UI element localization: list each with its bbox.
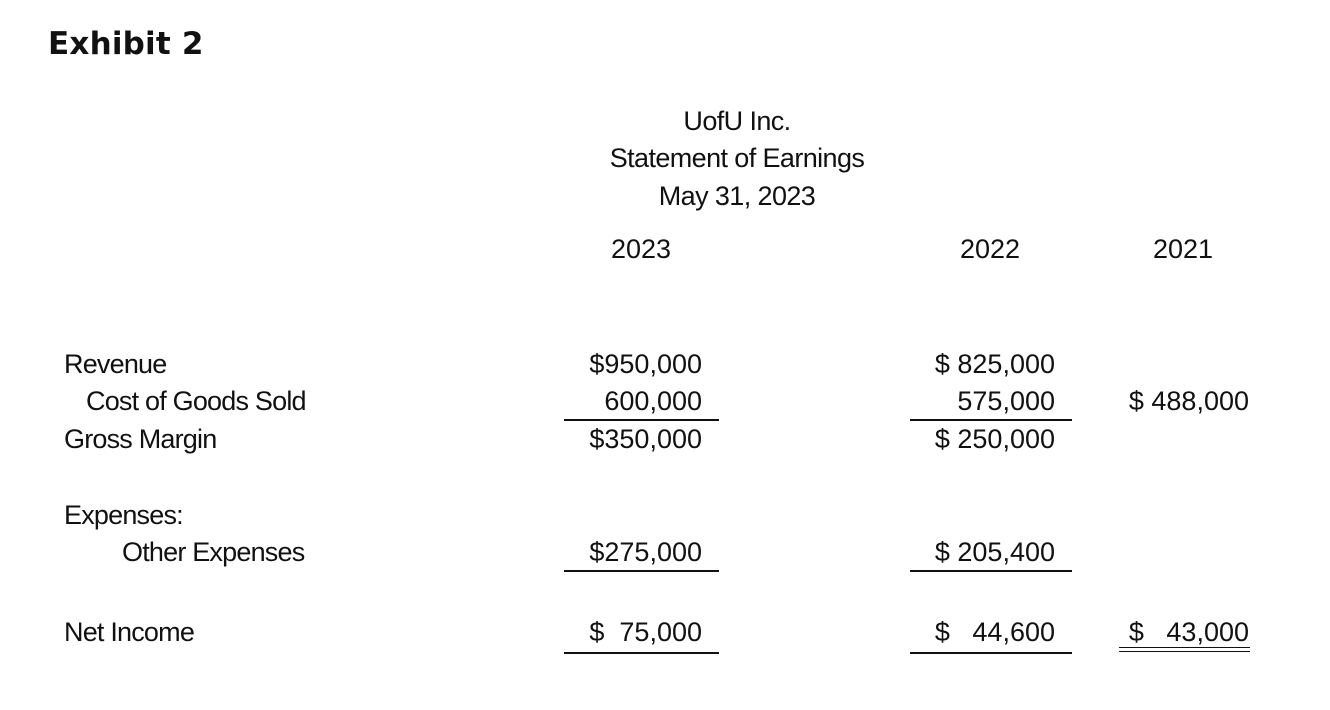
subtotal-rule-2023 bbox=[564, 419, 719, 421]
net-income-2022: $ 44,600 bbox=[934, 617, 1055, 647]
year-header-2023: 2023 bbox=[610, 234, 672, 264]
revenue-2023: $950,000 bbox=[589, 349, 702, 379]
net-income-2021: $ 43,000 bbox=[1128, 617, 1249, 647]
net-income-rule-2022 bbox=[910, 652, 1072, 654]
exhibit-title: Exhibit 2 bbox=[48, 26, 204, 62]
subtotal-rule-2022 bbox=[910, 419, 1072, 421]
expenses-rule-2022 bbox=[910, 570, 1072, 572]
gross-margin-label: Gross Margin bbox=[64, 424, 217, 454]
year-header-2021: 2021 bbox=[1152, 234, 1214, 264]
other-expenses-2023: $275,000 bbox=[589, 537, 702, 567]
expenses-rule-2023 bbox=[564, 570, 719, 572]
company-name: UofU Inc. bbox=[683, 106, 791, 136]
expenses-heading: Expenses: bbox=[64, 500, 183, 530]
cogs-2022: 575,000 bbox=[957, 386, 1055, 416]
other-expenses-2022: $ 205,400 bbox=[934, 537, 1055, 567]
gross-margin-2023: $350,000 bbox=[589, 424, 702, 454]
statement-date: May 31, 2023 bbox=[658, 181, 816, 211]
cogs-2021: $ 488,000 bbox=[1128, 386, 1249, 416]
gross-margin-2022: $ 250,000 bbox=[934, 424, 1055, 454]
net-income-double-rule-2021 bbox=[1119, 647, 1250, 652]
net-income-rule-2023 bbox=[564, 652, 719, 654]
revenue-2022: $ 825,000 bbox=[934, 349, 1055, 379]
net-income-2023: $ 75,000 bbox=[589, 617, 702, 647]
other-expenses-label: Other Expenses bbox=[122, 537, 305, 567]
net-income-label: Net Income bbox=[64, 617, 195, 647]
cogs-2023: 600,000 bbox=[604, 386, 702, 416]
year-header-2022: 2022 bbox=[959, 234, 1021, 264]
cogs-label: Cost of Goods Sold bbox=[86, 386, 306, 416]
statement-title: Statement of Earnings bbox=[609, 143, 865, 173]
revenue-label: Revenue bbox=[64, 349, 167, 379]
